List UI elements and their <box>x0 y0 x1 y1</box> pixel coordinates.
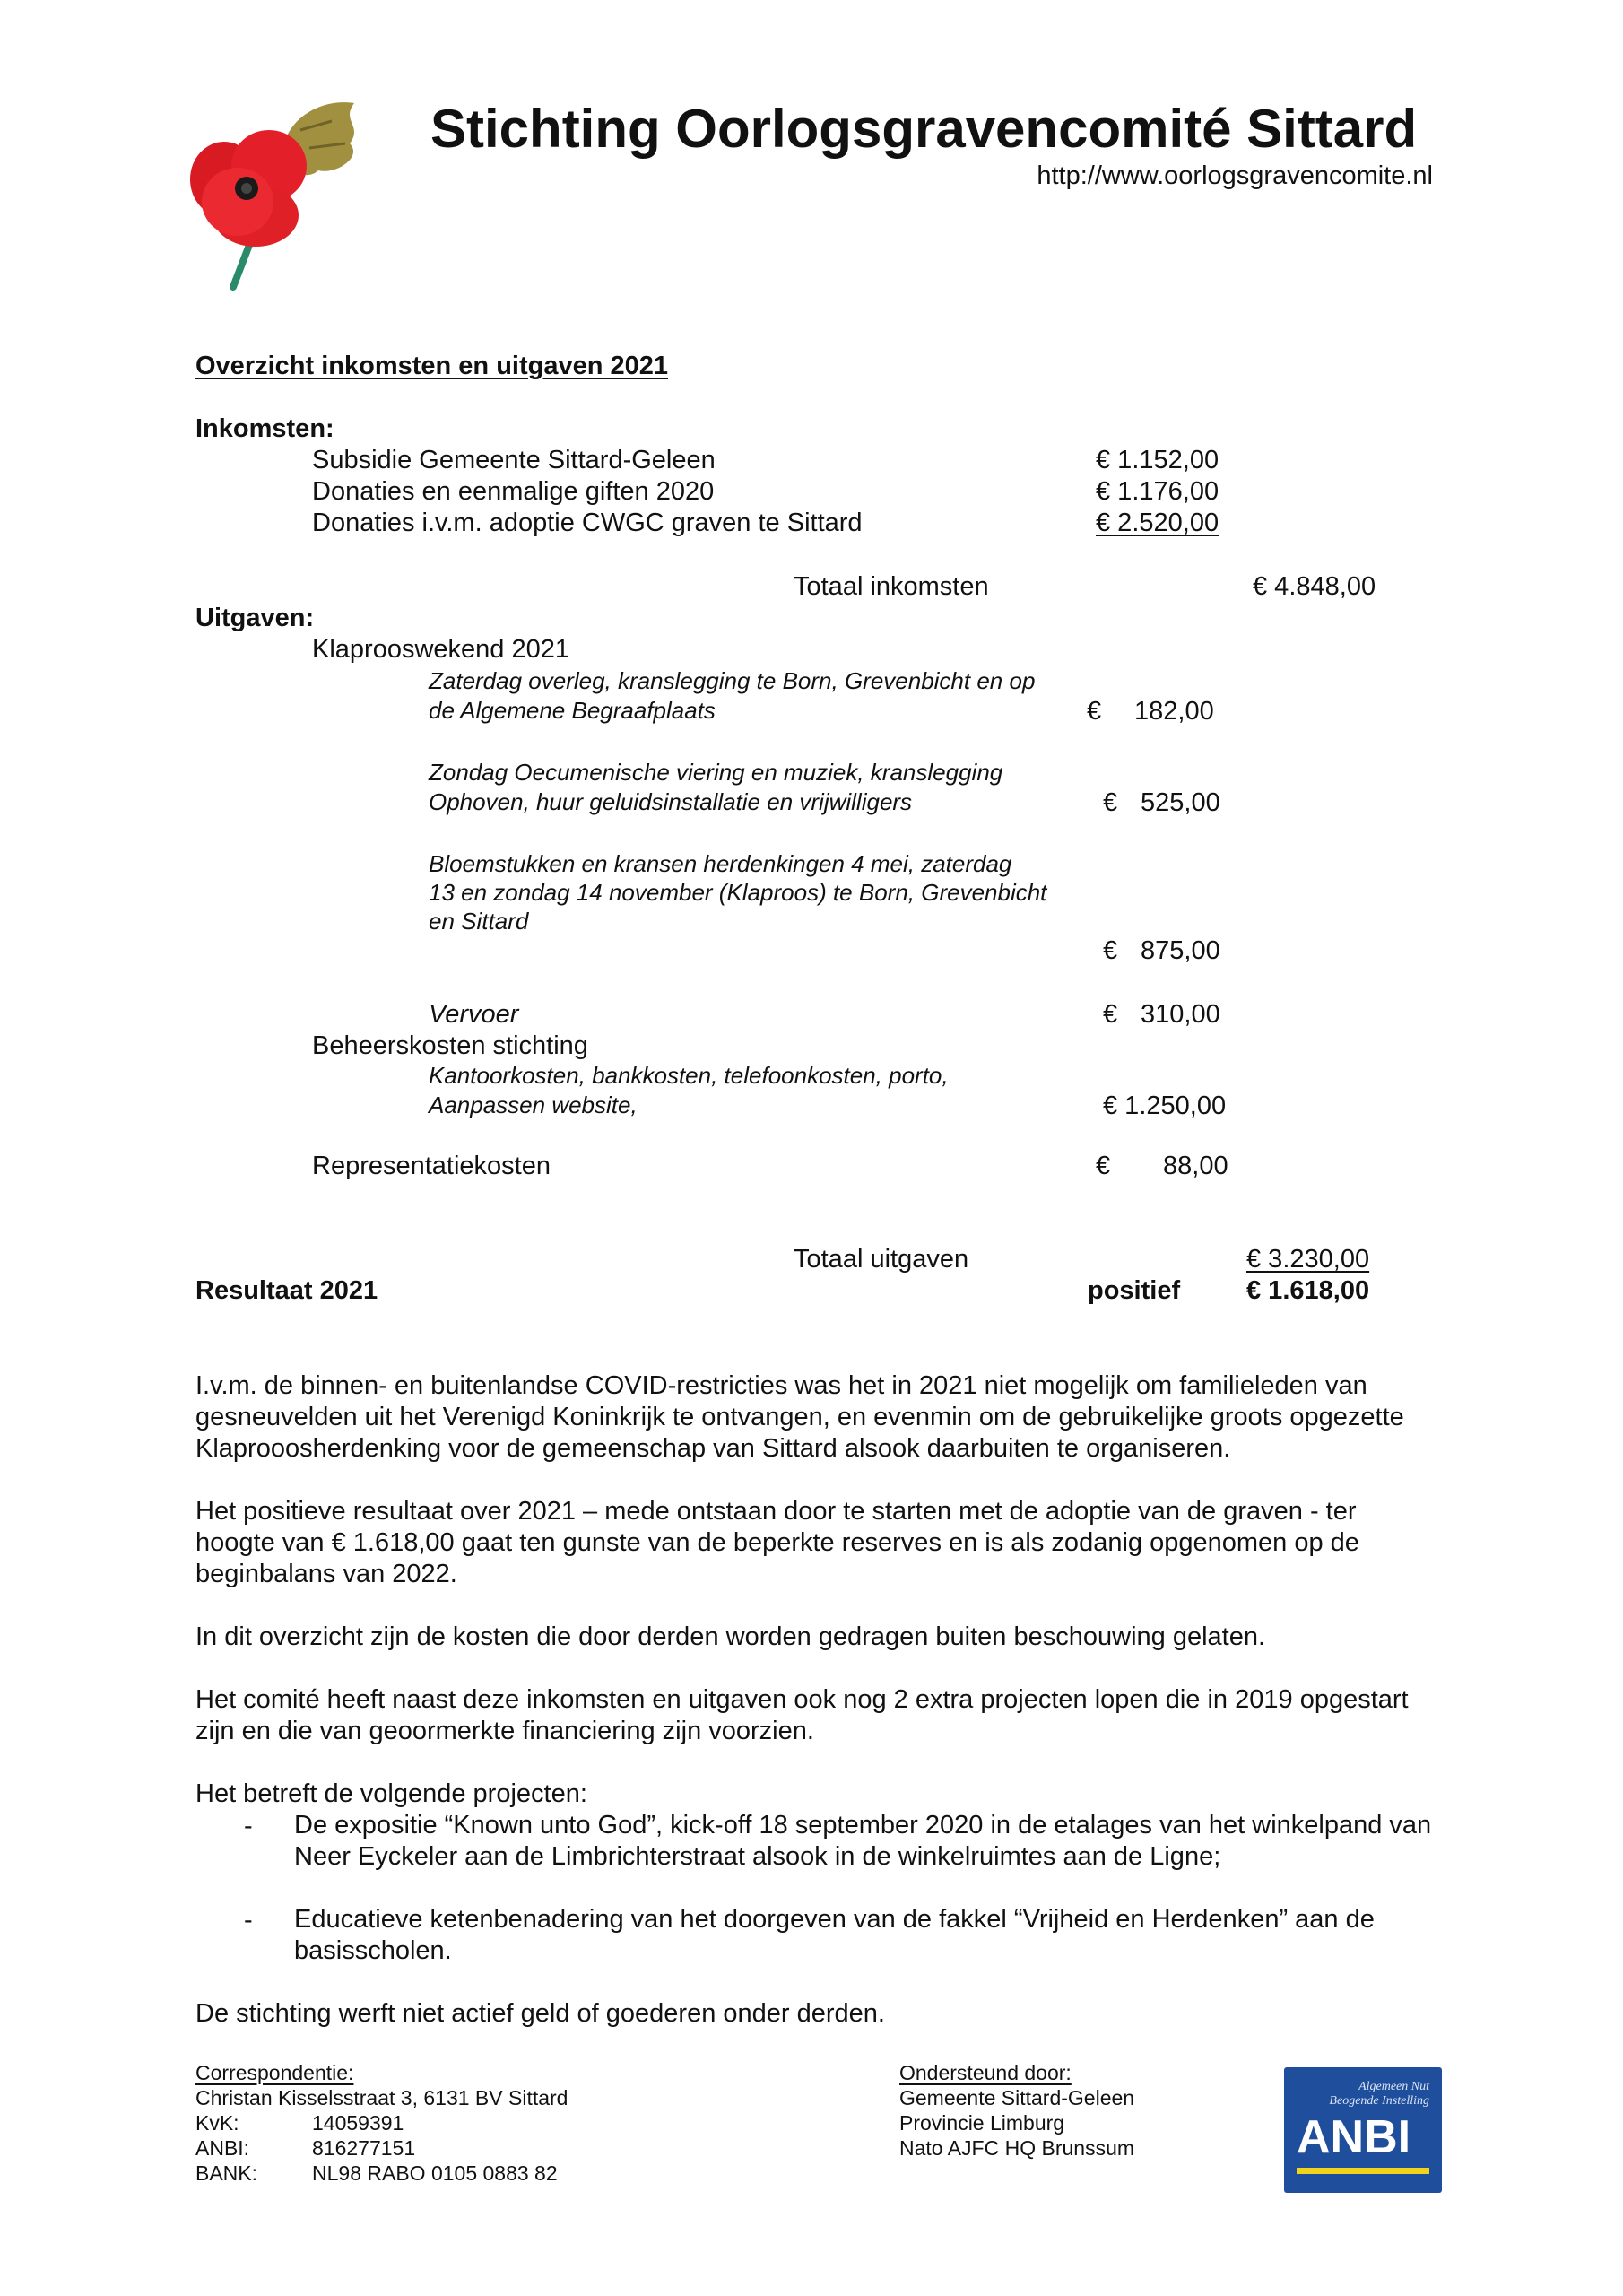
document-title: Overzicht inkomsten en uitgaven 2021 <box>195 352 669 380</box>
result-label: Resultaat 2021 <box>195 1276 378 1305</box>
vervoer-label: Vervoer <box>429 1000 519 1029</box>
income-total-amount: € 4.848,00 <box>1253 572 1376 601</box>
euro-sign: € <box>1103 788 1118 817</box>
expense-amount: 88,00 <box>1163 1152 1228 1180</box>
expenses-total-amount: € 3.230,00 <box>1246 1245 1370 1274</box>
anbi-value: 816277151 <box>312 2136 416 2160</box>
expense-description: Aanpassen website, <box>429 1091 638 1118</box>
paragraph: I.v.m. de binnen- en buitenlandse COVID-restricties was het in 2021 niet mogelijk om familieleden van gesneuvelden uit het Verenigd Koninkrijk te ontvangen, en evenmin om de gebruikelijke groots opgezette Klaprooosherdenking voor de gemeenschap van Sittard alsook daarbuiten te organiseren. <box>195 1371 1404 1463</box>
kvk-label: KvK: <box>195 2111 239 2135</box>
income-item-label: Donaties i.v.m. adoptie CWGC graven te Sittard <box>312 509 863 537</box>
expense-description: en Sittard <box>429 908 529 935</box>
support-heading: Ondersteund door: <box>899 2061 1072 2084</box>
expense-description: Ophoven, huur geluidsinstallatie en vrijwilligers <box>429 788 913 815</box>
euro-sign: € <box>1096 1152 1111 1180</box>
expense-amount: 875,00 <box>1141 936 1220 965</box>
bank-label: BANK: <box>195 2161 258 2185</box>
expense-description: Bloemstukken en kransen herdenkingen 4 mei, zaterdag <box>429 850 1012 877</box>
income-item-amount: € 1.176,00 <box>1096 477 1219 506</box>
anbi-logo <box>1284 2067 1442 2193</box>
list-item: De expositie “Known unto God”, kick-off 18 september 2020 in de etalages van het winkelpand van Neer Eyckeler aan de Limbrichterstraat alsook in de winkelruimtes aan de Ligne; <box>294 1811 1432 1871</box>
income-item-amount: € 1.152,00 <box>1096 446 1219 474</box>
expenses-total-label: Totaal uitgaven <box>794 1245 969 1274</box>
expense-description: Zaterdag overleg, kranslegging te Born, Grevenbicht en op <box>429 667 1036 694</box>
expense-amount: 310,00 <box>1141 1000 1220 1029</box>
paragraph: Het comité heeft naast deze inkomsten en uitgaven ook nog 2 extra projecten lopen die in 2019 opgestart zijn en die van geoormerkte financiering zijn voorzien. <box>195 1685 1409 1745</box>
expenses-heading: Uitgaven: <box>195 604 315 632</box>
anbi-logo-bar <box>1297 2168 1429 2174</box>
result-amount: € 1.618,00 <box>1246 1276 1370 1305</box>
income-item-label: Subsidie Gemeente Sittard-Geleen <box>312 446 716 474</box>
website-link[interactable]: http://www.oorlogsgravencomite.nl <box>1037 161 1433 190</box>
expense-description: Kantoorkosten, bankkosten, telefoonkosten, porto, <box>429 1062 949 1089</box>
paragraph: Het betreft de volgende projecten: <box>195 1779 587 1808</box>
beheer-heading: Beheerskosten stichting <box>312 1031 588 1060</box>
poppy-logo-icon <box>184 94 372 291</box>
klaproos-heading: Klaprooswekend 2021 <box>312 635 569 664</box>
supporter: Nato AJFC HQ Brunssum <box>899 2136 1135 2160</box>
representatie-label: Representatiekosten <box>312 1152 551 1180</box>
expense-description: 13 en zondag 14 november (Klaproos) te Born, Grevenbicht <box>429 879 1047 906</box>
expense-amount: € 1.250,00 <box>1103 1091 1227 1120</box>
euro-sign: € <box>1087 697 1102 726</box>
kvk-value: 14059391 <box>312 2111 404 2135</box>
expense-description: de Algemene Begraafplaats <box>429 697 716 724</box>
income-total-label: Totaal inkomsten <box>794 572 989 601</box>
expense-amount: 182,00 <box>1134 697 1214 726</box>
paragraph: In dit overzicht zijn de kosten die door derden worden gedragen buiten beschouwing gelaten. <box>195 1622 1266 1651</box>
supporter: Gemeente Sittard-Geleen <box>899 2086 1135 2109</box>
anbi-logo-text: ANBI <box>1297 2111 1411 2163</box>
organization-name: Stichting Oorlogsgravencomité Sittard <box>430 99 1418 159</box>
bank-value: NL98 RABO 0105 0883 82 <box>312 2161 558 2185</box>
result-status: positief <box>1088 1276 1181 1305</box>
income-heading: Inkomsten: <box>195 414 334 443</box>
closing-statement: De stichting werft niet actief geld of goederen onder derden. <box>195 1999 885 2028</box>
anbi-logo-line2: Beogende Instelling <box>1329 2094 1429 2108</box>
list-bullet: - <box>244 1906 253 1935</box>
euro-sign: € <box>1103 1000 1118 1029</box>
expense-amount: 525,00 <box>1141 788 1220 817</box>
list-item: Educatieve ketenbenadering van het doorgeven van de fakkel “Vrijheid en Herdenken” aan de basisscholen. <box>294 1905 1375 1965</box>
euro-sign: € <box>1103 936 1118 965</box>
correspondence-heading: Correspondentie: <box>195 2061 354 2084</box>
supporter: Provincie Limburg <box>899 2111 1065 2135</box>
income-item-label: Donaties en eenmalige giften 2020 <box>312 477 715 506</box>
paragraph: Het positieve resultaat over 2021 – mede ontstaan door te starten met de adoptie van de graven - ter hoogte van € 1.618,00 gaat ten gunste van de beperkte reserves en is als zodanig opgenomen op de beginbalans van 2022. <box>195 1497 1359 1588</box>
anbi-label: ANBI: <box>195 2136 250 2160</box>
anbi-logo-line1: Algemeen Nut <box>1358 2080 1429 2093</box>
list-bullet: - <box>244 1812 253 1840</box>
income-item-amount: € 2.520,00 <box>1096 509 1219 537</box>
address: Christan Kisselsstraat 3, 6131 BV Sittard <box>195 2086 568 2109</box>
expense-description: Zondag Oecumenische viering en muziek, kranslegging <box>429 759 1003 786</box>
